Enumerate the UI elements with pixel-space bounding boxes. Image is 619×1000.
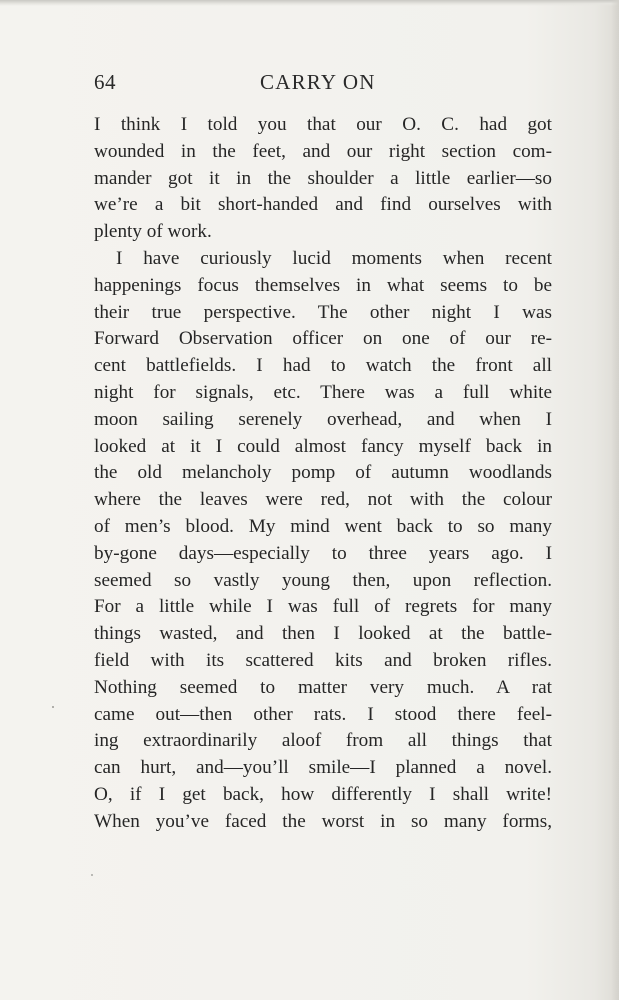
text-line: cent battlefields. I had to watch the front all — [94, 355, 552, 377]
page-header — [94, 70, 552, 100]
text-line: their true perspective. The other night I was — [94, 301, 552, 323]
text-line: Forward Observation officer on one of our re- — [94, 328, 552, 350]
page-number: 64 — [94, 70, 116, 94]
text-line: we’re a bit short-handed and find ourselves with — [94, 194, 552, 216]
body-text — [94, 112, 552, 836]
text-line: ing extraordinarily aloof from all things that — [94, 730, 552, 752]
text-line: mander got it in the shoulder a little earlier—so — [94, 167, 552, 189]
running-head: CARRY ON — [260, 70, 376, 94]
page-top-edge — [0, 0, 619, 6]
text-line: of men’s blood. My mind went back to so many — [94, 515, 552, 537]
text-line: night for signals, etc. There was a full white — [94, 381, 552, 403]
text-line: When you’ve faced the worst in so many forms, — [94, 810, 552, 832]
text-line: field with its scattered kits and broken rifles. — [94, 649, 552, 671]
text-line: seemed so vastly young then, upon reflection. — [94, 569, 552, 591]
text-line: I have curiously lucid moments when recent — [116, 247, 552, 269]
text-line: plenty of work. — [94, 221, 212, 243]
text-line: can hurt, and—you’ll smile—I planned a novel. — [94, 757, 552, 779]
text-line: For a little while I was full of regrets for many — [94, 596, 552, 618]
text-line: where the leaves were red, not with the colour — [94, 489, 552, 511]
text-line: wounded in the feet, and our right section com- — [94, 140, 552, 162]
text-line: O, if I get back, how differently I shall write! — [94, 783, 552, 805]
text-line: looked at it I could almost fancy myself back in — [94, 435, 552, 457]
text-line: happenings focus themselves in what seems to be — [94, 274, 552, 296]
page-right-edge — [611, 0, 619, 1000]
text-line: Nothing seemed to matter very much. A rat — [94, 676, 552, 698]
text-line: I think I told you that our O. C. had got — [94, 114, 552, 135]
text-line: moon sailing serenely overhead, and when I — [94, 408, 552, 430]
text-line: came out—then other rats. I stood there feel- — [94, 703, 552, 725]
text-line: by-gone days—especially to three years ago. I — [94, 542, 552, 564]
text-line: the old melancholy pomp of autumn woodlands — [94, 462, 552, 484]
text-line: things wasted, and then I looked at the battle- — [94, 623, 552, 645]
paper-speck — [91, 874, 93, 876]
paper-speck — [52, 706, 54, 708]
